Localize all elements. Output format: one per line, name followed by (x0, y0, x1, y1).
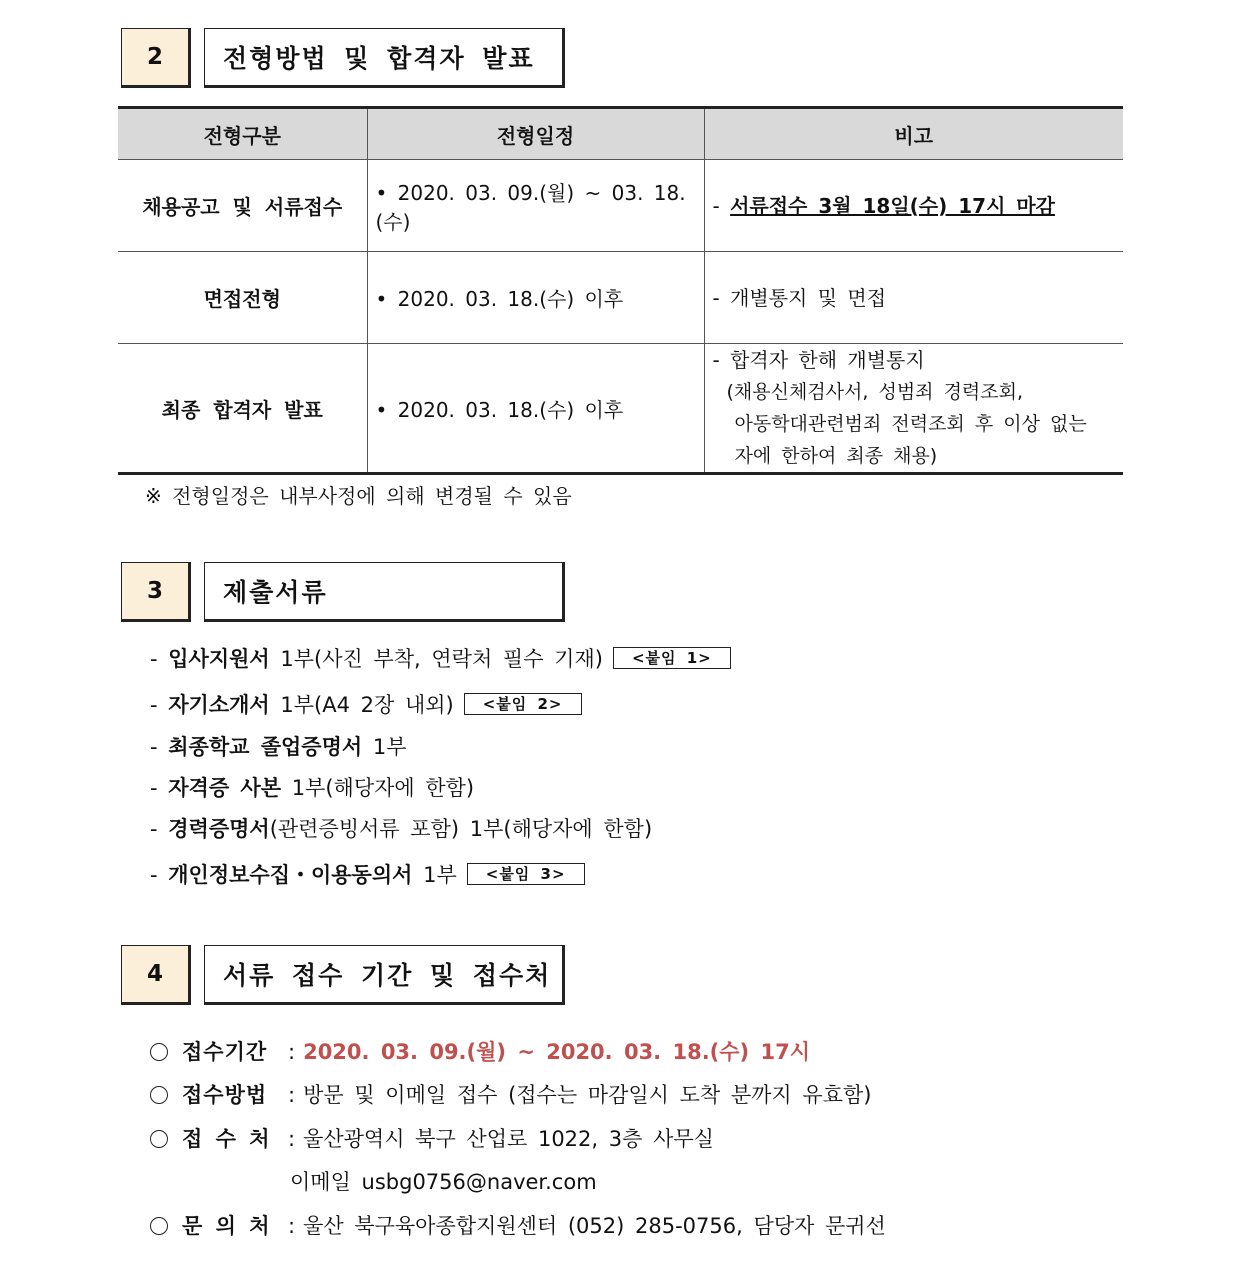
table-header: 전형일정 (367, 108, 704, 160)
info-row-email (290, 1166, 597, 1196)
table-header-row (118, 108, 1123, 160)
schedule-disclaimer: ※ 전형일정은 내부사정에 의해 변경될 수 있음 (145, 484, 572, 508)
period-value: 2020. 03. 09.(월) ~ 2020. 03. 18.(수) 17시 (303, 1040, 810, 1064)
doc-name: 입사지원서 (168, 647, 270, 671)
note-line: 자에 한하여 최종 채용) (734, 445, 938, 467)
section-number: 4 (121, 945, 191, 1005)
list-item: - 최종학교 졸업증명서 1부 (150, 735, 407, 759)
info-row-period: 접수기간 : 2020. 03. 09.(월) ~ 2020. 03. 18.(수) 17시 (150, 1036, 810, 1066)
method-value: 방문 및 이메일 접수 (접수는 마감일시 도착 분까지 유효함) (303, 1083, 872, 1107)
info-label: 접 수 처 (182, 1127, 271, 1151)
doc-detail: 1부(A4 2장 내외) (269, 693, 454, 717)
note-cell: - 개별통지 및 면접 (704, 252, 1123, 344)
schedule-text: 2020. 03. 18.(수) 이후 (397, 397, 624, 422)
info-row-method: 접수방법 : 방문 및 이메일 접수 (접수는 마감일시 도착 분까지 유효함) (150, 1079, 871, 1109)
list-item: - 자기소개서 1부(A4 2장 내외) <붙임 2> (150, 689, 582, 719)
list-item: - 개인정보수집・이용동의서 1부 <붙임 3> (150, 859, 585, 889)
doc-detail: 1부 (362, 735, 407, 759)
schedule-table (118, 106, 1123, 475)
table-header: 전형구분 (118, 108, 367, 160)
doc-detail: 1부 (412, 863, 457, 887)
note-line: (채용신체검사서, 성범죄 경력조회, (726, 381, 1024, 403)
info-label: 문 의 처 (182, 1214, 271, 1238)
contact-value: 울산 북구육아종합지원센터 (052) 285-0756, 담당자 문귀선 (303, 1214, 886, 1238)
schedule-cell: • 2020. 03. 18.(수) 이후 (367, 252, 704, 344)
doc-name: 자기소개서 (168, 693, 270, 717)
note-cell (704, 160, 1123, 252)
schedule-cell: • 2020. 03. 18.(수) 이후 (367, 344, 704, 474)
list-item: - 자격증 사본 1부(해당자에 한함) (150, 776, 475, 800)
email-line: 이메일 usbg0756@naver.com (290, 1170, 597, 1194)
section-number: 3 (121, 562, 191, 622)
table-row (118, 252, 1123, 344)
schedule-text: 2020. 03. 18.(수) 이후 (397, 287, 624, 311)
category-cell: 채용공고 및 서류접수 (118, 160, 367, 252)
circle-bullet-icon (150, 1217, 168, 1235)
category-cell: 최종 합격자 발표 (118, 344, 367, 474)
attachment-tag: <붙임 3> (467, 863, 585, 885)
circle-bullet-icon (150, 1130, 168, 1148)
note-prefix: - (712, 193, 731, 218)
section-title: 제출서류 (204, 562, 565, 622)
note-cell (704, 344, 1123, 474)
schedule-cell: • 2020. 03. 09.(월) ~ 03. 18.(수) (367, 160, 704, 252)
info-label: 접수방법 (182, 1083, 268, 1107)
schedule-text: 2020. 03. 09.(월) ~ 03. 18.(수) (375, 180, 686, 234)
list-item: - 경력증명서(관련증빙서류 포함) 1부(해당자에 한함) (150, 817, 653, 841)
circle-bullet-icon (150, 1043, 168, 1061)
info-label: 접수기간 (182, 1040, 268, 1064)
section-title: 서류 접수 기간 및 접수처 (204, 945, 565, 1005)
doc-name: 자격증 사본 (168, 776, 282, 800)
attachment-tag: <붙임 1> (613, 647, 731, 669)
circle-bullet-icon (150, 1086, 168, 1104)
table-row (118, 160, 1123, 252)
doc-detail: (관련증빙서류 포함) 1부(해당자에 한함) (269, 817, 653, 841)
note-line: - 합격자 한해 개별통지 (712, 348, 925, 372)
doc-detail: 1부(사진 부착, 연락처 필수 기재) (269, 647, 603, 671)
doc-name: 최종학교 졸업증명서 (168, 735, 363, 759)
list-item: - 입사지원서 1부(사진 부착, 연락처 필수 기재) <붙임 1> (150, 643, 731, 673)
doc-name: 개인정보수집・이용동의서 (168, 863, 413, 887)
info-row-place: 접 수 처 : 울산광역시 북구 산업로 1022, 3층 사무실 (150, 1123, 714, 1153)
section-number: 2 (121, 28, 191, 88)
section-title: 전형방법 및 합격자 발표 (204, 28, 565, 88)
table-header: 비고 (704, 108, 1123, 160)
attachment-tag: <붙임 2> (464, 693, 582, 715)
doc-detail: 1부(해당자에 한함) (281, 776, 475, 800)
table-row (118, 344, 1123, 474)
place-value: 울산광역시 북구 산업로 1022, 3층 사무실 (303, 1127, 714, 1151)
note-line: 아동학대관련범죄 전력조회 후 이상 없는 (734, 413, 1087, 435)
category-cell: 면접전형 (118, 252, 367, 344)
deadline-note: 서류접수 3월 18일(수) 17시 마감 (730, 193, 1055, 218)
doc-name: 경력증명서 (168, 817, 270, 841)
info-row-contact: 문 의 처 : 울산 북구육아종합지원센터 (052) 285-0756, 담당자 문귀선 (150, 1210, 886, 1240)
